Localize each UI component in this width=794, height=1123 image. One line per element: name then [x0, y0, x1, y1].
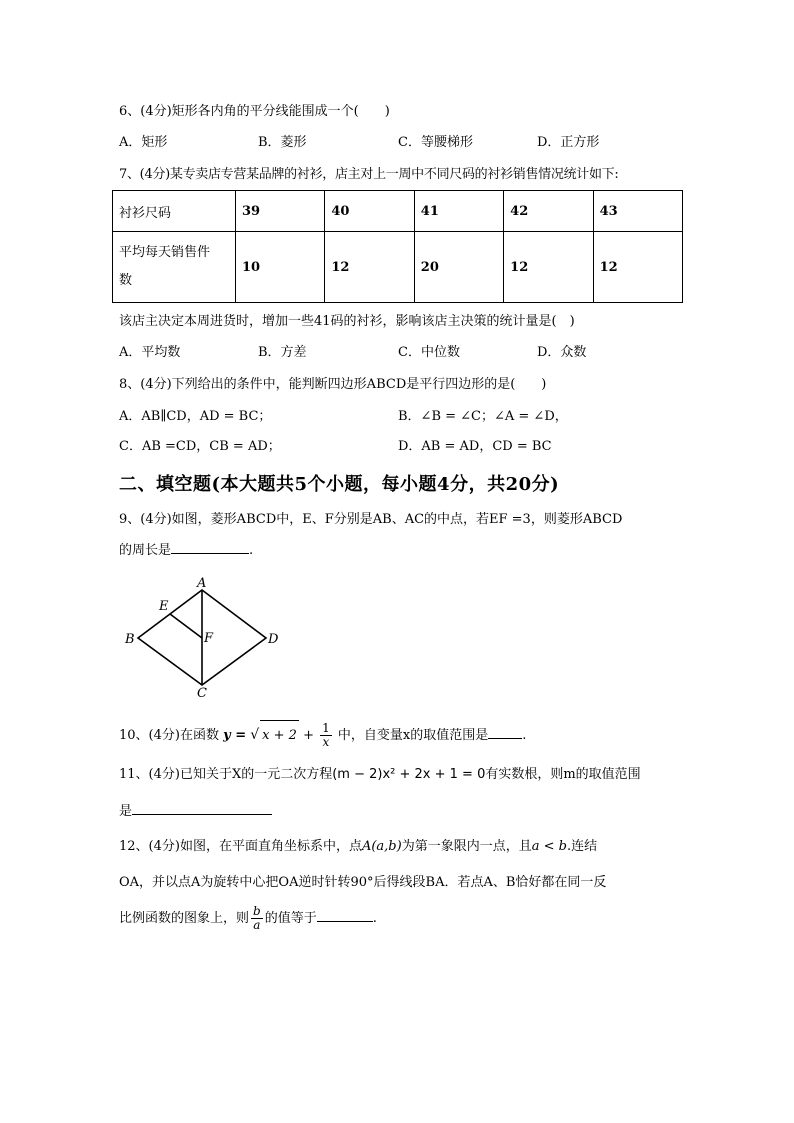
q10-end: . [522, 728, 527, 743]
q10-y: y = [223, 728, 247, 743]
q12-mid: 为第一象限内一点，且 [401, 839, 532, 854]
q6-stem: 6、(4分)矩形各内角的平分线能围成一个( ) [119, 104, 390, 119]
q12-end: . [372, 911, 377, 926]
table-header-size: 衬衫尺码 [113, 191, 236, 232]
q10-frac-den: x [322, 735, 330, 749]
q12-line3-suffix: 的值等于 [264, 911, 317, 926]
q11-suffix: 有实数根，则m的取值范围 [485, 767, 641, 782]
q8-option-a: A．AB∥CD，AD = BC； [119, 409, 272, 424]
q9-line2 [119, 542, 253, 560]
q12-line3-prefix: 比例函数的图象上，则 [119, 911, 250, 926]
q12-point: A(a,b) [361, 839, 402, 854]
q7-question: 该店主决定本周进货时，增加一些41码的衬衫，影响该店主决策的统计量是( ) [119, 314, 575, 329]
q8-option-d: D．AB = AD，CD = BC [398, 439, 552, 454]
q6-option-a: A．矩形 [119, 135, 168, 150]
label-f: F [204, 631, 214, 646]
q12-frac-den: a [253, 918, 261, 932]
q7-option-d: D．众数 [537, 345, 587, 360]
table-header-sales-line2: 数 [119, 273, 133, 288]
q7-option-c: C．中位数 [398, 345, 460, 360]
answer-blank [132, 814, 272, 815]
q10-line: 10、(4分)在函数 y = √ x + 2 + $\frac{1}{x}$ 中，自变量x的取值范围是 . [119, 721, 527, 749]
answer-blank [488, 738, 522, 739]
table-cell: 12 [325, 232, 414, 303]
label-e: E [159, 599, 169, 614]
table-header-sales [113, 232, 236, 303]
q9-line2-text: 的周长是 [119, 543, 172, 558]
q12-suffix: .连结 [566, 839, 598, 854]
label-c: C [197, 686, 207, 700]
q10-frac-num: 1 [322, 721, 330, 735]
q9-line1: 9、(4分)如图，菱形ABCD中，E、F分别是AB、AC的中点，若EF =3，则菱形ABCD [119, 512, 623, 527]
label-b: B [125, 632, 135, 647]
table-cell: 42 [504, 191, 593, 232]
q6-option-d: D．正方形 [537, 135, 600, 150]
q7-option-b: B．方差 [258, 345, 307, 360]
label-d: D [268, 632, 279, 647]
q8-option-b: B．∠B = ∠C；∠A = ∠D， [398, 409, 568, 424]
q10-sqrt: x + 2 [260, 720, 299, 751]
answer-blank [317, 921, 373, 922]
table-cell: 12 [593, 232, 682, 303]
q6-option-c: C．等腰梯形 [398, 135, 473, 150]
label-a: A [197, 576, 207, 591]
q12-frac-num: b [253, 904, 261, 918]
table-header-sales-line1: 平均每天销售件 [119, 245, 211, 260]
section-heading: 二、填空题(本大题共5个小题，每小题4分，共20分) [119, 474, 560, 495]
table-row [113, 232, 683, 303]
answer-blank [171, 553, 249, 554]
size-sales-table [112, 190, 683, 303]
q11-line1 [119, 766, 641, 784]
q11-equation: (m − 2)x² + 2x + 1 = 0 [332, 767, 486, 782]
table-cell: 43 [593, 191, 682, 232]
rhombus-figure [120, 572, 290, 700]
segment-ef [170, 614, 202, 638]
table-cell: 40 [325, 191, 414, 232]
q10-fraction [320, 722, 332, 749]
q11-line2 [119, 803, 272, 821]
q10-prefix: 10、(4分)在函数 [119, 728, 219, 743]
q11-prefix: 11、(4分)已知关于X的一元二次方程 [119, 767, 333, 782]
q9-line2-end: . [249, 543, 254, 558]
table-cell: 12 [504, 232, 593, 303]
q10-suffix: 中，自变量x的取值范围是 [337, 728, 489, 743]
table-cell: 20 [414, 232, 503, 303]
q12-line3 [119, 902, 377, 936]
q8-stem: 8、(4分)下列给出的条件中，能判断四边形ABCD是平行四边形的是( ) [119, 377, 547, 392]
table-cell: 41 [414, 191, 503, 232]
q7-stem: 7、(4分)某专卖店专营某品牌的衬衫，店主对上一周中不同尺码的衬衫销售情况统计如下: [119, 167, 619, 182]
q6-option-b: B．菱形 [258, 135, 307, 150]
q12-line2: OA，并以点A为旋转中心把OA逆时针转90°后得线段BA．若点A、B恰好都在同一反 [119, 875, 607, 890]
table-cell: 39 [236, 191, 325, 232]
q12-fraction [251, 905, 263, 932]
q10-plus: + [303, 728, 314, 743]
q12-line1 [119, 838, 597, 856]
q12-prefix: 12、(4分)如图，在平面直角坐标系中，点 [119, 839, 362, 854]
q12-cond: a < b [531, 839, 567, 854]
q11-line2-text: 是 [119, 804, 133, 819]
table-cell: 10 [236, 232, 325, 303]
table-row [113, 191, 683, 232]
q8-option-c: C．AB =CD，CB = AD； [119, 439, 281, 454]
q7-option-a: A．平均数 [119, 345, 181, 360]
